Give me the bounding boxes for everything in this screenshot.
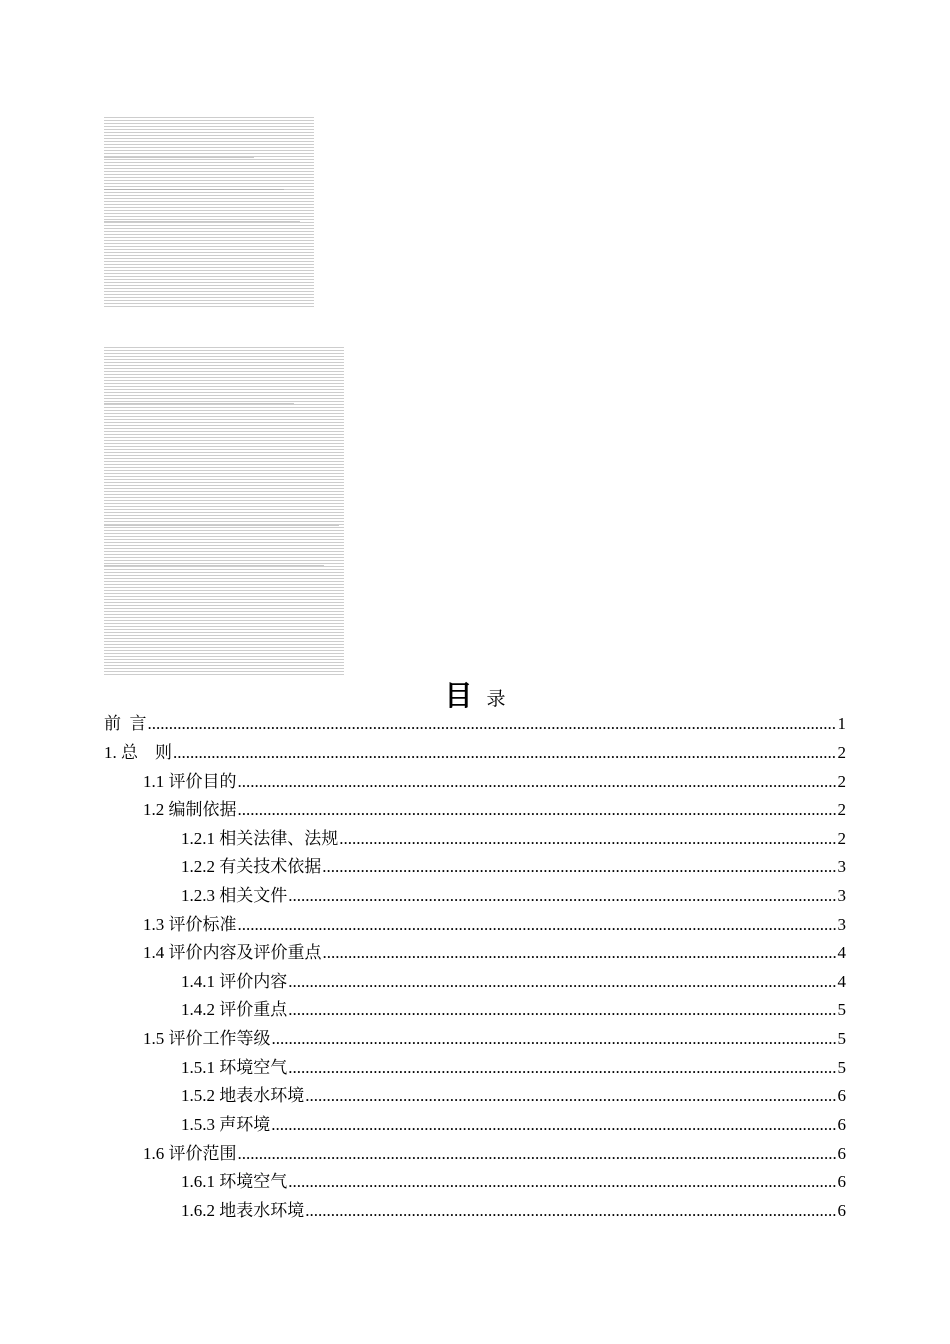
toc-entry[interactable] xyxy=(181,853,846,881)
toc-entry-label: 1.4.2 评价重点 xyxy=(181,1000,288,1019)
toc-entry[interactable] xyxy=(181,1168,846,1196)
toc-entry-page: 2 xyxy=(837,800,846,819)
toc-entry-label: 1.5.3 声环境 xyxy=(181,1115,271,1134)
toc-leader xyxy=(148,710,837,738)
toc-leader xyxy=(323,939,837,967)
miniature-text-block-1 xyxy=(104,117,314,307)
toc-entry-page: 6 xyxy=(837,1144,846,1163)
toc-entry[interactable] xyxy=(181,882,846,910)
toc-entry-page: 4 xyxy=(837,972,846,991)
toc-entry-label: 1.2.2 有关技术依据 xyxy=(181,857,322,876)
toc-entry-label: 1.2 编制依据 xyxy=(143,800,237,819)
toc-entry-page: 3 xyxy=(837,915,846,934)
toc-entry[interactable] xyxy=(143,768,846,796)
toc-leader xyxy=(322,853,836,881)
toc-entry-label: 1.6 评价范围 xyxy=(143,1144,237,1163)
toc-leader xyxy=(238,1140,837,1168)
toc-heading-rest: 录 xyxy=(486,689,506,710)
toc-entry-page: 5 xyxy=(837,1058,846,1077)
toc-entry-label: 1.5.1 环境空气 xyxy=(181,1058,288,1077)
toc-entry[interactable] xyxy=(143,1025,846,1053)
toc-entry-page: 2 xyxy=(837,829,846,848)
toc-entry[interactable] xyxy=(181,1082,846,1110)
toc-heading-main: 目 xyxy=(444,681,473,712)
toc-entry-page: 5 xyxy=(837,1029,846,1048)
toc-entry-page: 2 xyxy=(837,772,846,791)
toc-entry[interactable] xyxy=(143,939,846,967)
toc-entry-label: 1.2.3 相关文件 xyxy=(181,886,288,905)
toc-entry-page: 5 xyxy=(837,1000,846,1019)
toc-entry-label: 1.6.1 环境空气 xyxy=(181,1172,288,1191)
toc-entry[interactable] xyxy=(181,825,846,853)
toc-entry-page: 6 xyxy=(837,1115,846,1134)
toc-entry-page: 6 xyxy=(837,1201,846,1220)
miniature-text-block-2 xyxy=(104,347,344,675)
toc-leader xyxy=(288,1168,836,1196)
toc-leader xyxy=(305,1197,836,1225)
toc-leader xyxy=(305,1082,836,1110)
toc-entry-label: 1.1 评价目的 xyxy=(143,772,237,791)
toc-leader xyxy=(238,911,837,939)
toc-entry-label: 1. 总 则 xyxy=(104,743,172,762)
toc-leader xyxy=(288,882,836,910)
toc-entry-page: 4 xyxy=(837,943,846,962)
toc-leader xyxy=(173,739,836,767)
toc-entry[interactable] xyxy=(104,710,846,738)
toc-entry-page: 6 xyxy=(837,1172,846,1191)
toc-entry[interactable] xyxy=(181,1111,846,1139)
toc-entry-label: 1.2.1 相关法律、法规 xyxy=(181,829,339,848)
toc-entry-page: 6 xyxy=(837,1086,846,1105)
toc-leader xyxy=(339,825,836,853)
toc-entry[interactable] xyxy=(181,1054,846,1082)
toc-entry-label: 1.6.2 地表水环境 xyxy=(181,1201,305,1220)
toc-leader xyxy=(271,1111,836,1139)
toc-entry[interactable] xyxy=(181,1197,846,1225)
toc-entry[interactable] xyxy=(143,1140,846,1168)
toc-entry-label: 1.4.1 评价内容 xyxy=(181,972,288,991)
toc-leader xyxy=(238,796,837,824)
toc-leader xyxy=(288,968,836,996)
toc-entry-page: 1 xyxy=(837,714,846,733)
toc-entry-label: 1.4 评价内容及评价重点 xyxy=(143,943,322,962)
toc-entry-label: 1.5 评价工作等级 xyxy=(143,1029,271,1048)
toc-leader xyxy=(272,1025,837,1053)
toc-entry-label: 1.5.2 地表水环境 xyxy=(181,1086,305,1105)
toc-entry-label: 1.3 评价标准 xyxy=(143,915,237,934)
toc-leader xyxy=(238,768,837,796)
toc-entry[interactable] xyxy=(181,996,846,1024)
toc-entry[interactable] xyxy=(143,796,846,824)
toc-entry-page: 3 xyxy=(837,857,846,876)
toc-entry[interactable] xyxy=(104,739,846,767)
toc-entry-label: 前 言 xyxy=(104,714,147,733)
toc-leader xyxy=(288,1054,836,1082)
toc-heading xyxy=(0,674,950,714)
toc-entry[interactable] xyxy=(143,911,846,939)
toc-entry-page: 3 xyxy=(837,886,846,905)
toc-entry-page: 2 xyxy=(837,743,846,762)
toc-leader xyxy=(288,996,836,1024)
toc-entry[interactable] xyxy=(181,968,846,996)
